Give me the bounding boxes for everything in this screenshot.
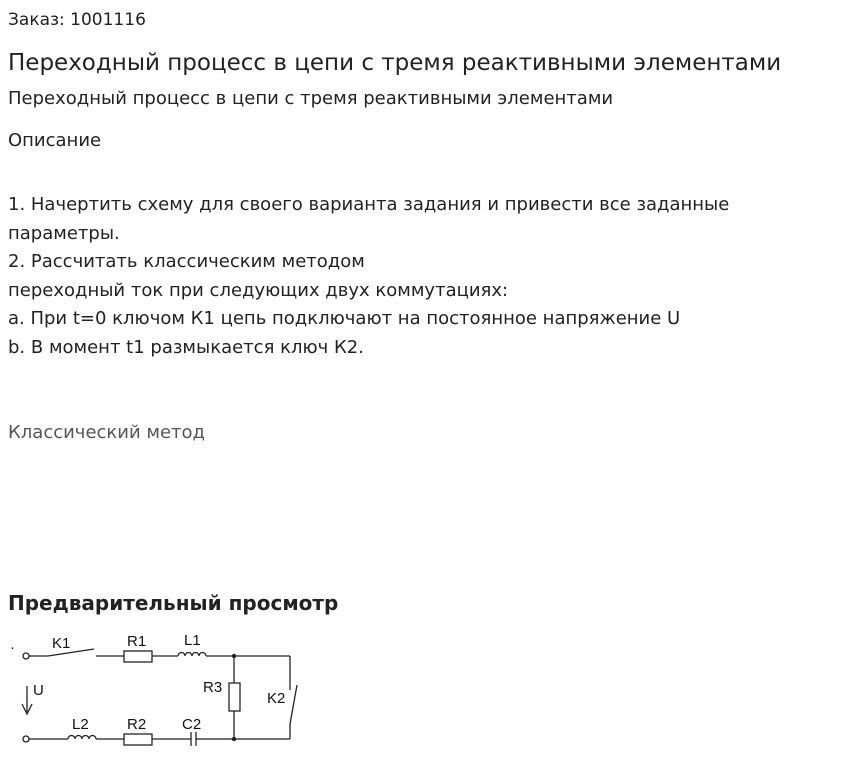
node-dot: [232, 654, 236, 658]
description-line: переходный ток при следующих двух коммутациях:: [8, 279, 509, 301]
inductor-l2: [68, 736, 96, 740]
label-l2: L2: [72, 716, 89, 733]
label-r2: R2: [127, 716, 147, 733]
label-l1: L1: [184, 632, 201, 649]
order-number: Заказ: 1001116: [8, 10, 146, 30]
inductor-l1: [178, 653, 206, 657]
description-line: 2. Рассчитать классическим методом: [8, 251, 365, 272]
page-title: Переходный процесс в цепи с тремя реактивными элементами: [8, 50, 782, 76]
switch-k2: [290, 685, 297, 724]
circuit-diagram: [8, 630, 308, 752]
preview-heading: Предварительный просмотр: [8, 591, 339, 615]
circuit-preview-image: [8, 630, 308, 752]
svg-text:·: ·: [10, 639, 15, 656]
label-k1: K1: [52, 635, 71, 652]
node-dot: [232, 737, 236, 741]
resistor-r2: [124, 734, 152, 745]
description-heading: Описание: [8, 130, 102, 151]
label-r1: R1: [127, 633, 147, 650]
method-link[interactable]: Классический метод: [8, 422, 205, 443]
description-line: b. В момент t1 размыкается ключ К2.: [8, 336, 364, 358]
description-line: параметры.: [8, 222, 120, 244]
terminal-bottom: [23, 736, 29, 742]
terminal-top: [23, 653, 29, 659]
resistor-r3: [229, 683, 240, 711]
label-c2: C2: [182, 716, 202, 733]
label-r3: R3: [203, 679, 223, 696]
label-k2: K2: [267, 690, 286, 707]
description-line: a. При t=0 ключом К1 цепь подключают на постоянное напряжение U: [8, 308, 681, 329]
label-u: U: [33, 682, 44, 699]
resistor-r1: [124, 651, 152, 662]
description-line: 1. Начертить схему для своего варианта задания и привести все заданные: [8, 194, 730, 215]
description-body: [8, 191, 828, 362]
page-subtitle: Переходный процесс в цепи с тремя реактивными элементами: [8, 88, 614, 109]
